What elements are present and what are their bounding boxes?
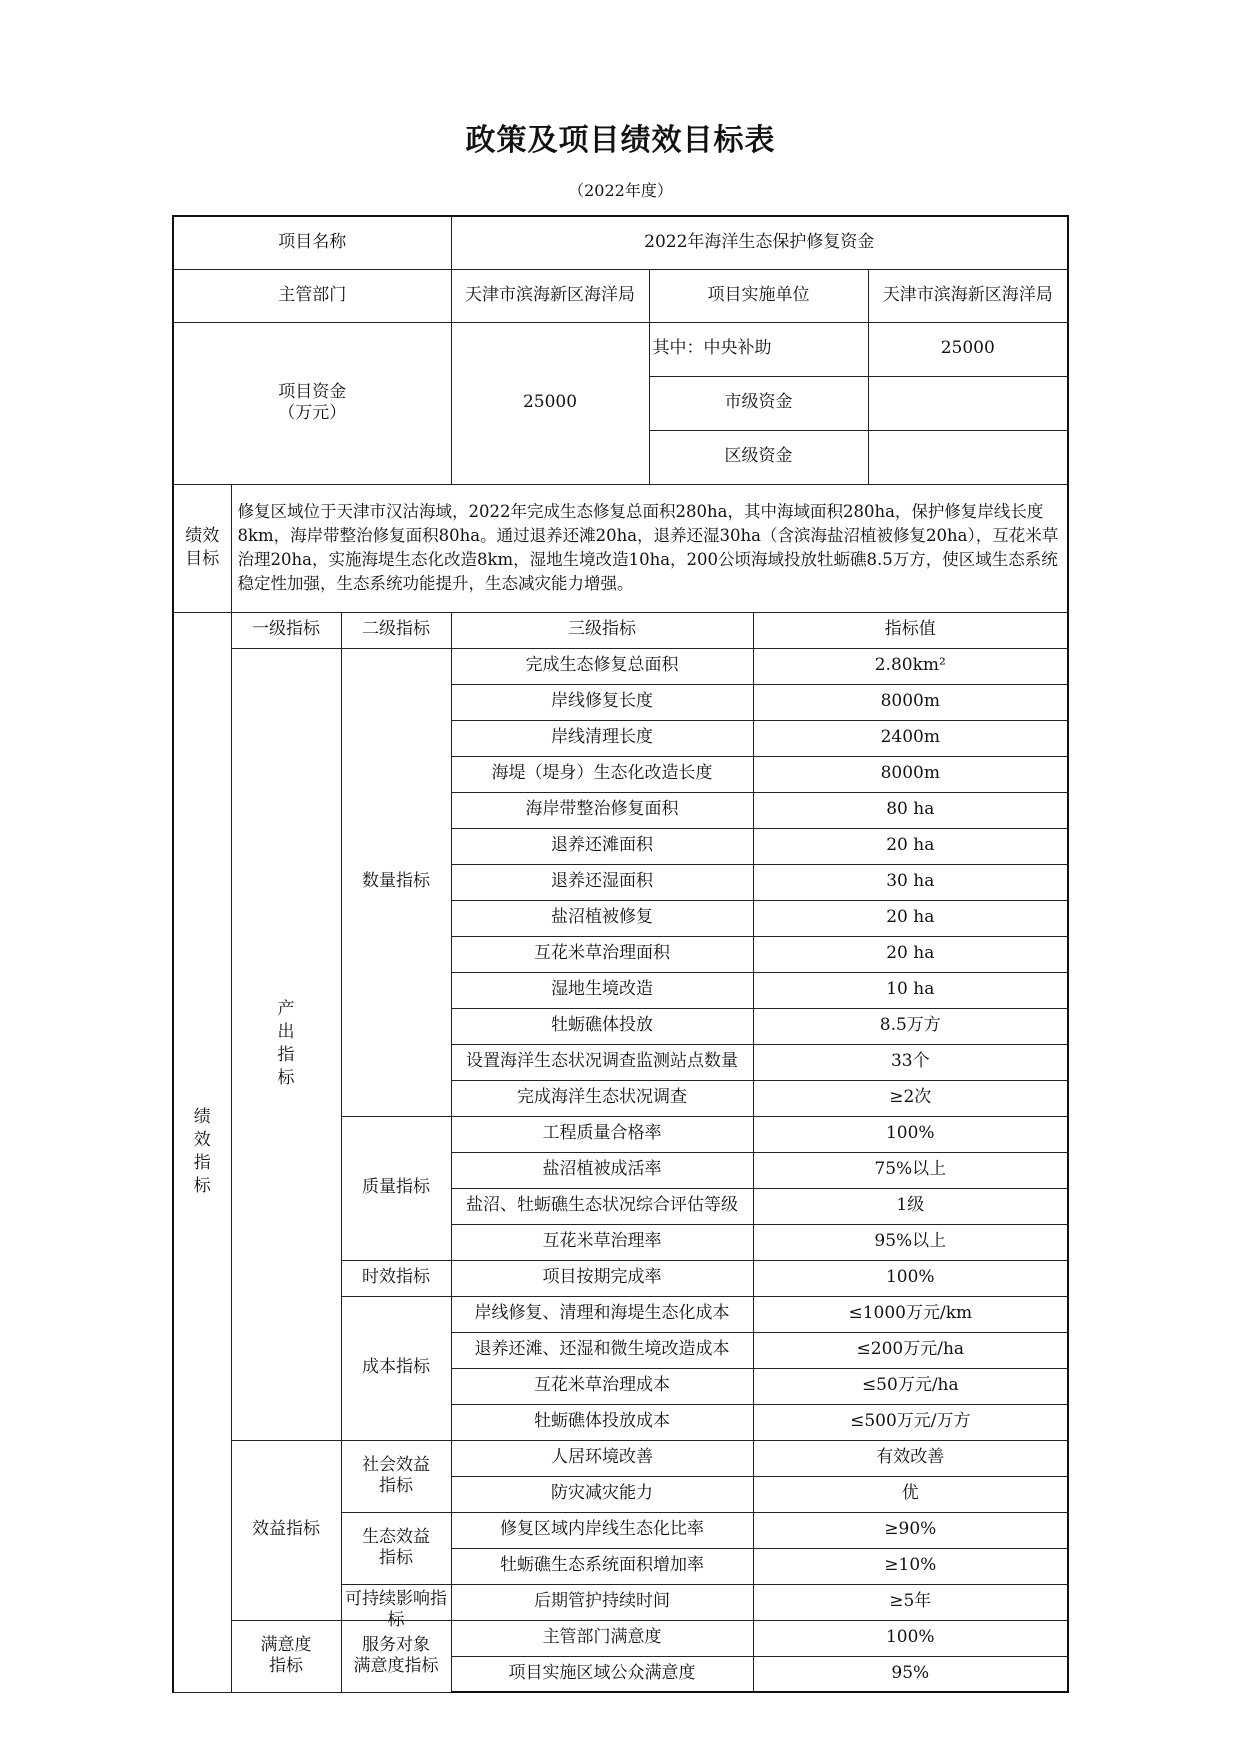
indicator-value: 75%以上 xyxy=(753,1152,1068,1188)
output-indicators-label: 产出指标 xyxy=(231,648,341,1440)
indicator-value: ≤50万元/ha xyxy=(753,1368,1068,1404)
service-satisfaction-label: 服务对象 满意度指标 xyxy=(341,1620,451,1692)
header-level2: 二级指标 xyxy=(341,612,451,648)
indicator-name: 防灾减灾能力 xyxy=(451,1476,753,1512)
time-indicators-label: 时效指标 xyxy=(341,1260,451,1296)
page-title: 政策及项目绩效目标表 xyxy=(465,123,776,158)
header-value: 指标值 xyxy=(753,612,1068,648)
indicator-name: 完成生态修复总面积 xyxy=(451,648,753,684)
indicator-name: 后期管护持续时间 xyxy=(451,1584,753,1620)
satisfaction-indicators-label: 满意度 指标 xyxy=(231,1620,341,1692)
dept-label: 主管部门 xyxy=(173,269,451,322)
funds-label xyxy=(173,322,451,484)
indicator-name: 退养还滩、还湿和微生境改造成本 xyxy=(451,1332,753,1368)
header-level1: 一级指标 xyxy=(231,612,341,648)
indicator-value: ≤500万元/万方 xyxy=(753,1404,1068,1440)
dept-value: 天津市滨海新区海洋局 xyxy=(451,269,649,322)
social-benefit-label: 社会效益 指标 xyxy=(341,1440,451,1512)
indicator-value: 10 ha xyxy=(753,972,1068,1008)
eco-benefit-label: 生态效益 指标 xyxy=(341,1512,451,1584)
indicator-value: 8.5万方 xyxy=(753,1008,1068,1044)
indicators-section-label: 绩效指标 xyxy=(173,612,231,1692)
indicator-name: 海堤（堤身）生态化改造长度 xyxy=(451,756,753,792)
funds-label-line1: 项目资金 xyxy=(278,381,347,402)
indicator-value: 20 ha xyxy=(753,900,1068,936)
indicator-name: 项目实施区域公众满意度 xyxy=(451,1656,753,1692)
indicator-value: ≥90% xyxy=(753,1512,1068,1548)
city-funds-value xyxy=(868,376,1068,430)
indicator-name: 盐沼植被修复 xyxy=(451,900,753,936)
indicator-value: 30 ha xyxy=(753,864,1068,900)
project-name-value: 2022年海洋生态保护修复资金 xyxy=(451,216,1068,269)
indicator-value: 有效改善 xyxy=(753,1440,1068,1476)
indicator-name: 修复区域内岸线生态化比率 xyxy=(451,1512,753,1548)
indicator-value: ≥5年 xyxy=(753,1584,1068,1620)
indicator-value: 2400m xyxy=(753,720,1068,756)
indicator-name: 岸线清理长度 xyxy=(451,720,753,756)
indicator-value: 8000m xyxy=(753,684,1068,720)
indicator-name: 岸线修复长度 xyxy=(451,684,753,720)
indicator-name: 互花米草治理成本 xyxy=(451,1368,753,1404)
impl-unit-label: 项目实施单位 xyxy=(649,269,868,322)
indicator-name: 海岸带整治修复面积 xyxy=(451,792,753,828)
indicator-name: 退养还滩面积 xyxy=(451,828,753,864)
page-subtitle: （2022年度） xyxy=(568,181,673,200)
indicator-name: 互花米草治理率 xyxy=(451,1224,753,1260)
indicator-value: 100% xyxy=(753,1116,1068,1152)
funds-total: 25000 xyxy=(451,322,649,484)
indicator-name: 主管部门满意度 xyxy=(451,1620,753,1656)
goal-label: 绩效目标 xyxy=(173,484,231,612)
indicator-name: 盐沼、牡蛎礁生态状况综合评估等级 xyxy=(451,1188,753,1224)
indicator-name: 设置海洋生态状况调查监测站点数量 xyxy=(451,1044,753,1080)
indicator-value: 95%以上 xyxy=(753,1224,1068,1260)
indicator-name: 牡蛎礁生态系统面积增加率 xyxy=(451,1548,753,1584)
indicator-value: 33个 xyxy=(753,1044,1068,1080)
funds-label-line2: （万元） xyxy=(278,403,347,423)
district-funds-value xyxy=(868,430,1068,484)
benefit-indicators-label: 效益指标 xyxy=(231,1440,341,1620)
central-funds-value: 25000 xyxy=(868,322,1068,376)
indicator-value: 2.80km² xyxy=(753,648,1068,684)
indicator-name: 岸线修复、清理和海堤生态化成本 xyxy=(451,1296,753,1332)
indicator-value: ≤1000万元/km xyxy=(753,1296,1068,1332)
district-funds-label: 区级资金 xyxy=(649,430,868,484)
project-name-label: 项目名称 xyxy=(173,216,451,269)
indicator-value: ≥10% xyxy=(753,1548,1068,1584)
indicator-value: 20 ha xyxy=(753,936,1068,972)
indicator-value: 100% xyxy=(753,1620,1068,1656)
indicator-name: 牡蛎礁体投放成本 xyxy=(451,1404,753,1440)
goal-text: 修复区域位于天津市汉沽海域，2022年完成生态修复总面积280ha，其中海域面积280ha，保护修复岸线长度8km，海岸带整治修复面积80ha。通过退养还滩20ha，退养还湿30ha（含滨海盐沼植被修复20ha），互花米草治理20ha，实施海堤生态化改造8km，湿地生境改造10ha，200公顷海域投放牡蛎礁8.5万方，使区域生态系统稳定性加强，生态系统功能提升，生态减灾能力增强。 xyxy=(231,484,1068,612)
indicator-name: 退养还湿面积 xyxy=(451,864,753,900)
quality-indicators-label: 质量指标 xyxy=(341,1116,451,1260)
indicator-value: 100% xyxy=(753,1260,1068,1296)
indicator-value: 80 ha xyxy=(753,792,1068,828)
performance-table xyxy=(172,215,1069,1693)
indicator-value: 95% xyxy=(753,1656,1068,1692)
indicator-name: 工程质量合格率 xyxy=(451,1116,753,1152)
indicator-value: ≤200万元/ha xyxy=(753,1332,1068,1368)
indicator-value: 1级 xyxy=(753,1188,1068,1224)
indicator-value: 优 xyxy=(753,1476,1068,1512)
header-level3: 三级指标 xyxy=(451,612,753,648)
indicator-name: 人居环境改善 xyxy=(451,1440,753,1476)
indicator-name: 完成海洋生态状况调查 xyxy=(451,1080,753,1116)
indicator-name: 互花米草治理面积 xyxy=(451,936,753,972)
impl-unit-value: 天津市滨海新区海洋局 xyxy=(868,269,1068,322)
indicator-value: 20 ha xyxy=(753,828,1068,864)
indicator-value: 8000m xyxy=(753,756,1068,792)
indicator-name: 项目按期完成率 xyxy=(451,1260,753,1296)
city-funds-label: 市级资金 xyxy=(649,376,868,430)
indicator-name: 湿地生境改造 xyxy=(451,972,753,1008)
sustain-benefit-label: 可持续影响指标 xyxy=(341,1584,451,1620)
quantity-indicators-label: 数量指标 xyxy=(341,648,451,1116)
cost-indicators-label: 成本指标 xyxy=(341,1296,451,1440)
indicator-value: ≥2次 xyxy=(753,1080,1068,1116)
central-funds-label: 其中：中央补助 xyxy=(649,322,868,376)
indicator-name: 盐沼植被成活率 xyxy=(451,1152,753,1188)
indicator-name: 牡蛎礁体投放 xyxy=(451,1008,753,1044)
